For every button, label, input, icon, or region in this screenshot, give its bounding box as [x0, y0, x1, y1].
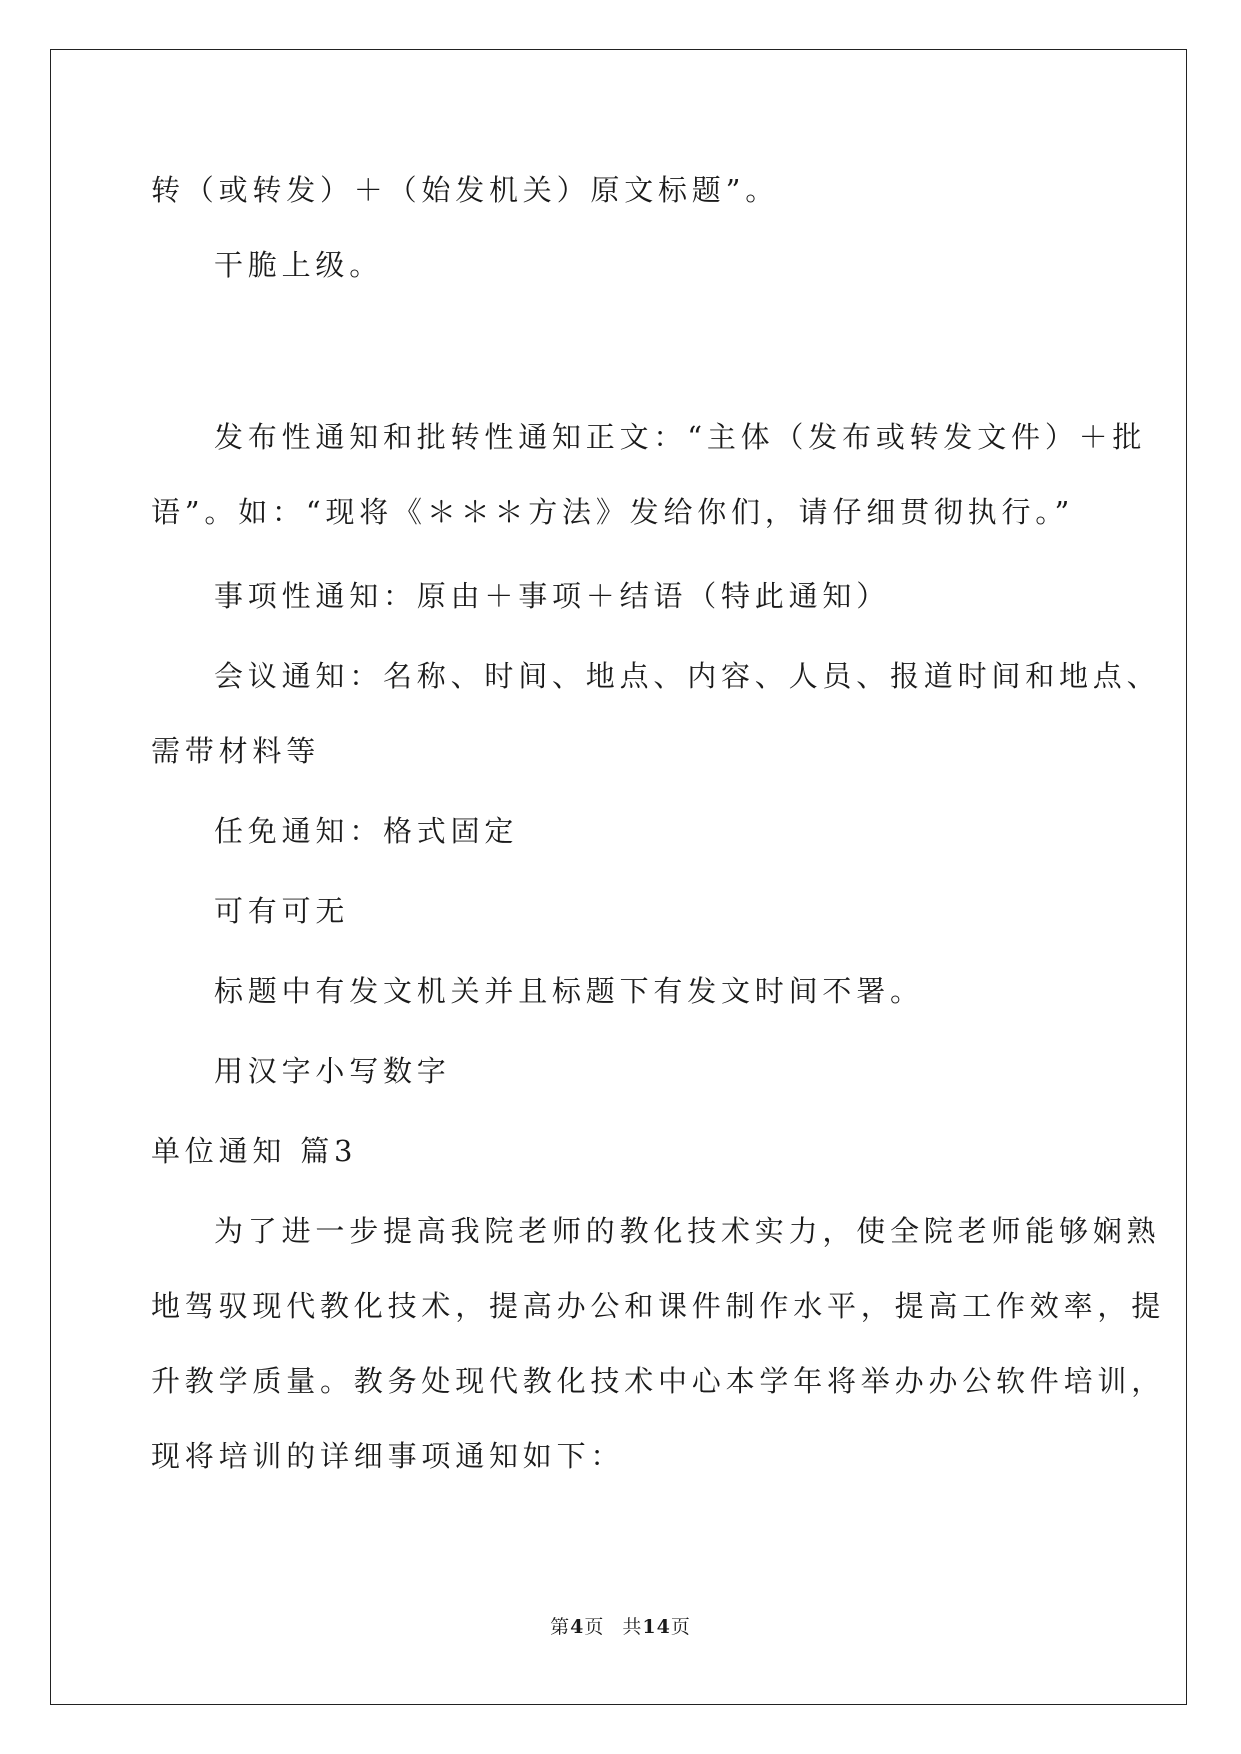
paragraph-line: 标题中有发文机关并且标题下有发文时间不署。 — [214, 974, 924, 1008]
section-heading: 单位通知 篇3 — [151, 1134, 358, 1168]
paragraph-line: 事项性通知：原由＋事项＋结语（特此通知） — [214, 579, 891, 613]
paragraph-line: 为了进一步提高我院老师的教化技术实力，使全院老师能够娴熟 — [214, 1214, 1161, 1248]
page-suffix: 页 — [584, 1616, 605, 1638]
total-suffix: 页 — [670, 1616, 691, 1638]
paragraph-line: 需带材料等 — [151, 734, 321, 768]
paragraph-line: 语”。如：“现将《＊＊＊方法》发给你们，请仔细贯彻执行。” — [151, 495, 1075, 529]
paragraph-line: 会议通知：名称、时间、地点、内容、人员、报道时间和地点、 — [214, 659, 1161, 693]
total-prefix: 共 — [622, 1616, 643, 1638]
paragraph-line: 升教学质量。教务处现代教化技术中心本学年将举办办公软件培训， — [151, 1364, 1166, 1398]
paragraph-line: 发布性通知和批转性通知正文：“主体（发布或转发文件）＋批 — [214, 420, 1147, 454]
page-prefix: 第 — [550, 1616, 571, 1638]
paragraph-line: 可有可无 — [214, 894, 350, 928]
paragraph-line: 任免通知：格式固定 — [214, 814, 519, 848]
paragraph-line: 现将培训的详细事项通知如下： — [151, 1439, 625, 1473]
page-footer — [0, 1612, 1241, 1639]
paragraph-line: 干脆上级。 — [214, 248, 384, 282]
paragraph-line: 用汉字小写数字 — [214, 1054, 451, 1088]
paragraph-line: 地驾驭现代教化技术，提高办公和课件制作水平，提高工作效率，提 — [151, 1289, 1166, 1323]
total-page-count: 14 — [642, 1616, 671, 1638]
paragraph-line: 转（或转发）＋（始发机关）原文标题”。 — [151, 173, 780, 207]
current-page-number: 4 — [570, 1616, 585, 1638]
